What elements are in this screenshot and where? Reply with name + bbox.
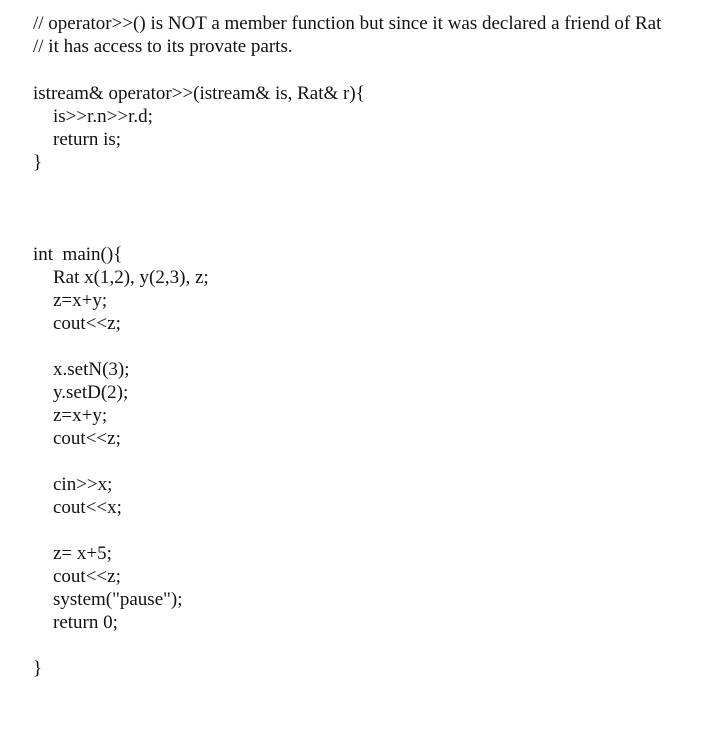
main-body-line-12: system("pause"); [53, 589, 183, 610]
operator-closing-brace: } [33, 152, 43, 173]
main-body-line-2: z=x+y; [53, 290, 108, 311]
main-body-line-5: y.setD(2); [53, 382, 129, 403]
operator-body-line-1: is>>r.n>>r.d; [53, 106, 153, 127]
comment-line-1: // operator>>() is NOT a member function but since it was declared a friend of Rat [33, 13, 662, 34]
comment-line-2: // it has access to its provate parts. [33, 36, 293, 57]
main-body-line-9: cout<<x; [53, 497, 122, 518]
main-body-line-1: Rat x(1,2), y(2,3), z; [53, 267, 209, 288]
main-body-line-6: z=x+y; [53, 405, 108, 426]
operator-signature-line: istream& operator>>(istream& is, Rat& r){ [33, 83, 365, 104]
main-closing-brace: } [33, 658, 43, 679]
main-body-line-8: cin>>x; [53, 474, 113, 495]
main-body-line-7: cout<<z; [53, 428, 121, 449]
main-signature-line: int main(){ [33, 244, 123, 265]
main-body-line-4: x.setN(3); [53, 359, 130, 380]
main-body-line-10: z= x+5; [53, 543, 112, 564]
main-body-line-13: return 0; [53, 612, 118, 633]
operator-body-line-2: return is; [53, 129, 122, 150]
main-body-line-11: cout<<z; [53, 566, 121, 587]
main-body-line-3: cout<<z; [53, 313, 121, 334]
